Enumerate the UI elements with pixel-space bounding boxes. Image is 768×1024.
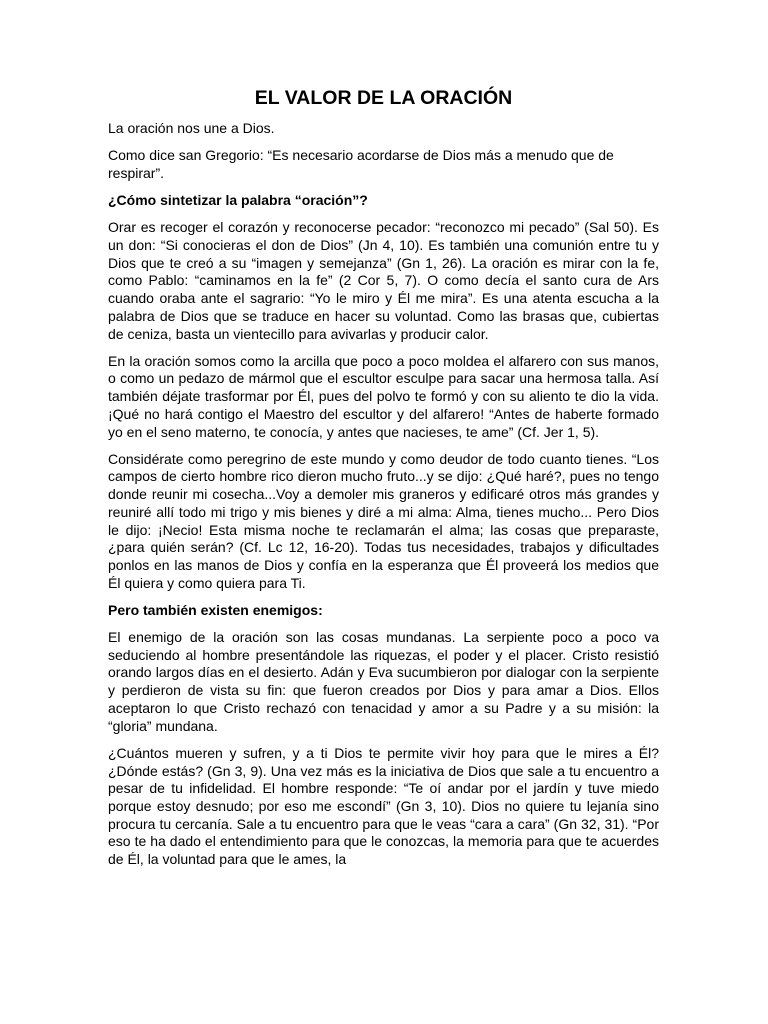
paragraph-peregrino: Considérate como peregrino de este mundo y como deudor de todo cuanto tienes. “Los campos de cierto hombre rico dieron mucho fruto...y se dijo: ¿Qué haré?, pues no tengo donde reunir mi cosecha...Voy a demoler mis graneros y edificaré otros más grandes y reuniré allí todo mi trigo y mis bienes y diré a mi alma: Alma, tienes mucho... Pero Dios le dijo: ¡Necio! Esta misma noche te reclamarán el alma; las cosas que preparaste, ¿para quién serán? (Cf. Lc 12, 16-20). Todas tus necesidades, trabajos y dificultades ponlos en las manos de Dios y confía en la esperanza que Él proveerá los medios que Él quiera y como quiera para Ti.: [108, 450, 659, 591]
paragraph-gregorio-quote: Como dice san Gregorio: “Es necesario acordarse de Dios más a menudo que de respirar”.: [108, 147, 614, 181]
section-heading-enemigos: Pero también existen enemigos:: [108, 601, 323, 618]
paragraph-intro: La oración nos une a Dios.: [108, 120, 275, 136]
section-heading-sintetizar: ¿Cómo sintetizar la palabra “oración”?: [108, 192, 368, 209]
document-title: EL VALOR DE LA ORACIÓN: [254, 87, 513, 109]
paragraph-orar: Orar es recoger el corazón y reconocerse pecador: “reconozco mi pecado” (Sal 50). Es un don: “Si conocieras el don de Dios” (Jn 4, 10). Es también una comunión entre tu y Dios que te creó a su “imagen y semejanza” (Gn 1, 26). La oración es mirar con la fe, como Pablo: “caminamos en la fe” (2 Cor 5, 7). O como decía el santo cura de Ars cuando oraba ante el sagrario: “Yo le miro y Él me mira”. Es una atenta escucha a la palabra de Dios que se traduce en hacer su voluntad. Como las brasas que, cubiertas de ceniza, basta un vientecillo para avivarlas y producir calor.: [108, 219, 659, 342]
paragraph-cuantos-mueren: ¿Cuántos mueren y sufren, y a ti Dios te permite vivir hoy para que le mires a Él? ¿Dónde estás? (Gn 3, 9). Una vez más es la iniciativa de Dios que sale a tu encuentro a pesar de tu infidelidad. El hombre responde: “Te oí andar por el jardín y tuve miedo porque estoy desnudo; por eso me escondí” (Gn 3, 10). Dios no quiere tu lejanía sino procura tu cercanía. Sale a tu encuentro para que le veas “cara a cara” (Gn 32, 31). “Por eso te ha dado el entendimiento para que le conozcas, la memoria para que te acuerdes de Él, la voluntad para que le ames, la: [108, 744, 659, 868]
paragraph-arcilla: En la oración somos como la arcilla que poco a poco moldea el alfarero con sus manos, o como un pedazo de mármol que el escultor esculpe para sacar una hermosa talla. Así también déjate trasformar por Él, pues del polvo te formó y con su aliento te dio la vida. ¡Qué no hará contigo el Maestro del escultor y del alfarero! “Antes de haberte formado yo en el seno materno, te conocía, y antes que nacieses, te ame” (Cf. Jer 1, 5).: [108, 352, 659, 440]
paragraph-enemigo: El enemigo de la oración son las cosas mundanas. La serpiente poco a poco va seduciendo al hombre presentándole las riquezas, el poder y el placer. Cristo resistió orando largos días en el desierto. Adán y Eva sucumbieron por dialogar con la serpiente y perdieron de vista su fin: que fueron creados por Dios y para amar a Dios. Ellos aceptaron lo que Cristo rechazó con tenacidad y amor a su Padre y a su misión: la “gloria” mundana.: [108, 629, 659, 734]
document-page: [108, 86, 659, 878]
